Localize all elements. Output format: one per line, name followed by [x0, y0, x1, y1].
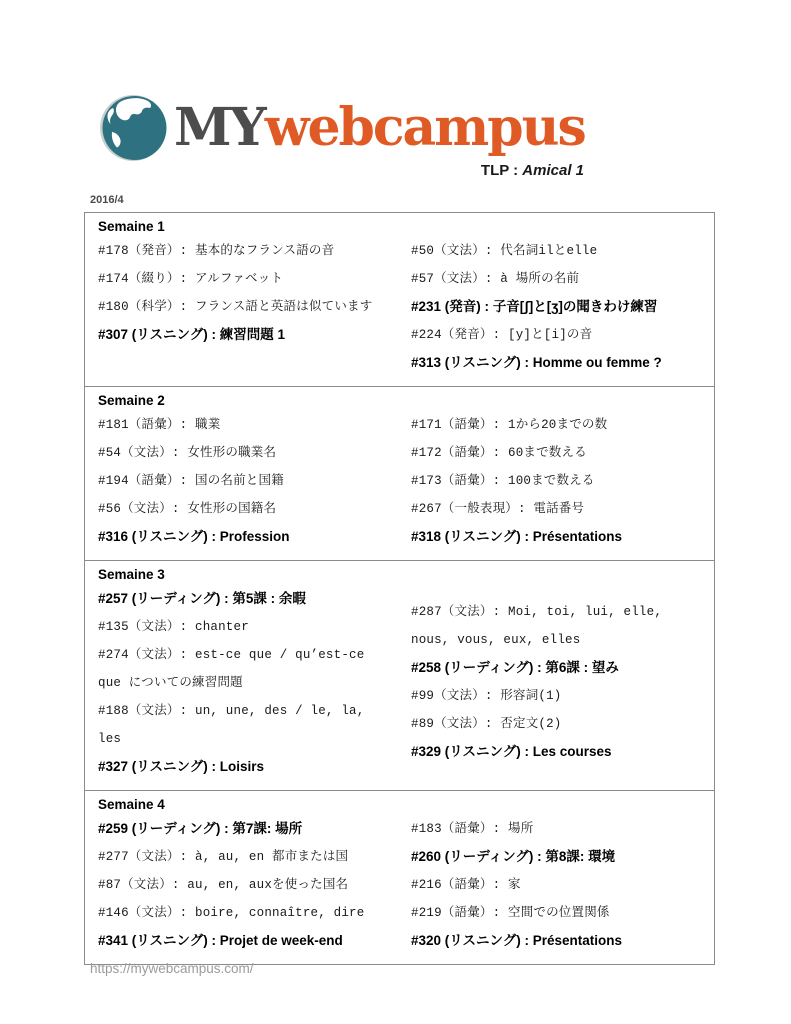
- lesson-item: #89（文法）: 否定文(2): [411, 717, 562, 731]
- lesson-item: #307 (リスニング) : 練習問題 1: [98, 327, 285, 342]
- week-column-left: [98, 411, 411, 551]
- lesson-item: #341 (リスニング) : Projet de week-end: [98, 933, 343, 948]
- week-section: [85, 560, 714, 790]
- week-columns: [98, 815, 701, 955]
- date-label: 2016/4: [90, 194, 124, 206]
- lesson-item: #188（文法）: un, une, des / le, la, les: [98, 704, 365, 746]
- week-columns: [98, 411, 701, 551]
- lesson-item: #57（文法）: à 場所の名前: [411, 272, 580, 286]
- week-title: Semaine 3: [98, 567, 165, 582]
- week-column-left: [98, 237, 411, 349]
- lesson-item: #180（科学）: フランス語と英語は似ています: [98, 300, 373, 314]
- lesson-item: #216（語彙）: 家: [411, 878, 521, 892]
- lesson-item: #135（文法）: chanter: [98, 620, 249, 634]
- lesson-item: #277（文法）: à, au, en 都市または国: [98, 850, 349, 864]
- lesson-item: #258 (リーディング) : 第6課 : 望み: [411, 660, 619, 675]
- lesson-item: #146（文法）: boire, connaître, dire: [98, 906, 365, 920]
- week-columns: [98, 585, 701, 781]
- logo-text-webcampus: webcampus: [264, 97, 585, 158]
- logo-wordmark: [174, 94, 585, 162]
- lesson-item: #259 (リーディング) : 第7課: 場所: [98, 821, 303, 836]
- lesson-item: #50（文法）: 代名詞ilとelle: [411, 244, 598, 258]
- lesson-item: #287（文法）: Moi, toi, lui, elle, nous, vous, eux, elles: [411, 605, 663, 647]
- lesson-item: #316 (リスニング) : Profession: [98, 529, 290, 544]
- lesson-item: #327 (リスニング) : Loisirs: [98, 759, 264, 774]
- week-column-left: [98, 815, 411, 955]
- week-column-right: [411, 237, 701, 377]
- lesson-item: #224（発音）: [y]と[i]の音: [411, 328, 593, 342]
- footer-url[interactable]: https://mywebcampus.com/: [90, 961, 254, 976]
- week-title: Semaine 2: [98, 393, 165, 408]
- lesson-item: #173（語彙）: 100まで数える: [411, 474, 595, 488]
- lesson-item: #87（文法）: au, en, auxを使った国名: [98, 878, 349, 892]
- week-column-right: [411, 411, 701, 551]
- week-section: [85, 213, 714, 386]
- lesson-item: #178（発音）: 基本的なフランス語の音: [98, 244, 335, 258]
- week-section: [85, 790, 714, 964]
- week-column-right: [411, 585, 701, 766]
- course-title: [481, 162, 584, 179]
- course-title-value: Amical 1: [522, 162, 584, 179]
- lesson-item: #313 (リスニング) : Homme ou femme ?: [411, 355, 662, 370]
- lesson-item: #194（語彙）: 国の名前と国籍: [98, 474, 284, 488]
- lesson-item: #174（綴り）: アルファベット: [98, 272, 284, 286]
- lesson-item: #171（語彙）: 1から20までの数: [411, 418, 608, 432]
- lesson-item: #274（文法）: est-ce que / qu’est-ce que についての練習問題: [98, 648, 365, 690]
- lesson-item: #181（語彙）: 職業: [98, 418, 221, 432]
- lesson-item: #183（語彙）: 場所: [411, 822, 534, 836]
- week-columns: [98, 237, 701, 377]
- logo: [100, 94, 585, 162]
- week-column-right: [411, 815, 701, 955]
- lesson-item: #56（文法）: 女性形の国籍名: [98, 502, 277, 516]
- logo-text-my: MY: [174, 97, 265, 158]
- schedule-table: [84, 212, 715, 965]
- lesson-item: #320 (リスニング) : Présentations: [411, 933, 623, 948]
- lesson-item: #231 (発音) : 子音[ʃ]と[ʒ]の聞きわけ練習: [411, 299, 658, 314]
- lesson-item: #257 (リーディング) : 第5課 : 余暇: [98, 591, 306, 606]
- course-title-label: TLP :: [480, 162, 523, 179]
- globe-icon: [100, 94, 168, 162]
- week-column-left: [98, 585, 411, 781]
- week-section: [85, 386, 714, 560]
- lesson-item: #54（文法）: 女性形の職業名: [98, 446, 277, 460]
- lesson-item: #219（語彙）: 空間での位置関係: [411, 906, 610, 920]
- lesson-item: #260 (リーディング) : 第8課: 環境: [411, 849, 616, 864]
- lesson-item: #172（語彙）: 60まで数える: [411, 446, 587, 460]
- lesson-item: #318 (リスニング) : Présentations: [411, 529, 623, 544]
- week-title: Semaine 4: [98, 797, 165, 812]
- lesson-item: #329 (リスニング) : Les courses: [411, 744, 612, 759]
- week-title: Semaine 1: [98, 219, 165, 234]
- lesson-item: #99（文法）: 形容詞(1): [411, 689, 562, 703]
- lesson-item: #267（一般表現）: 電話番号: [411, 502, 585, 516]
